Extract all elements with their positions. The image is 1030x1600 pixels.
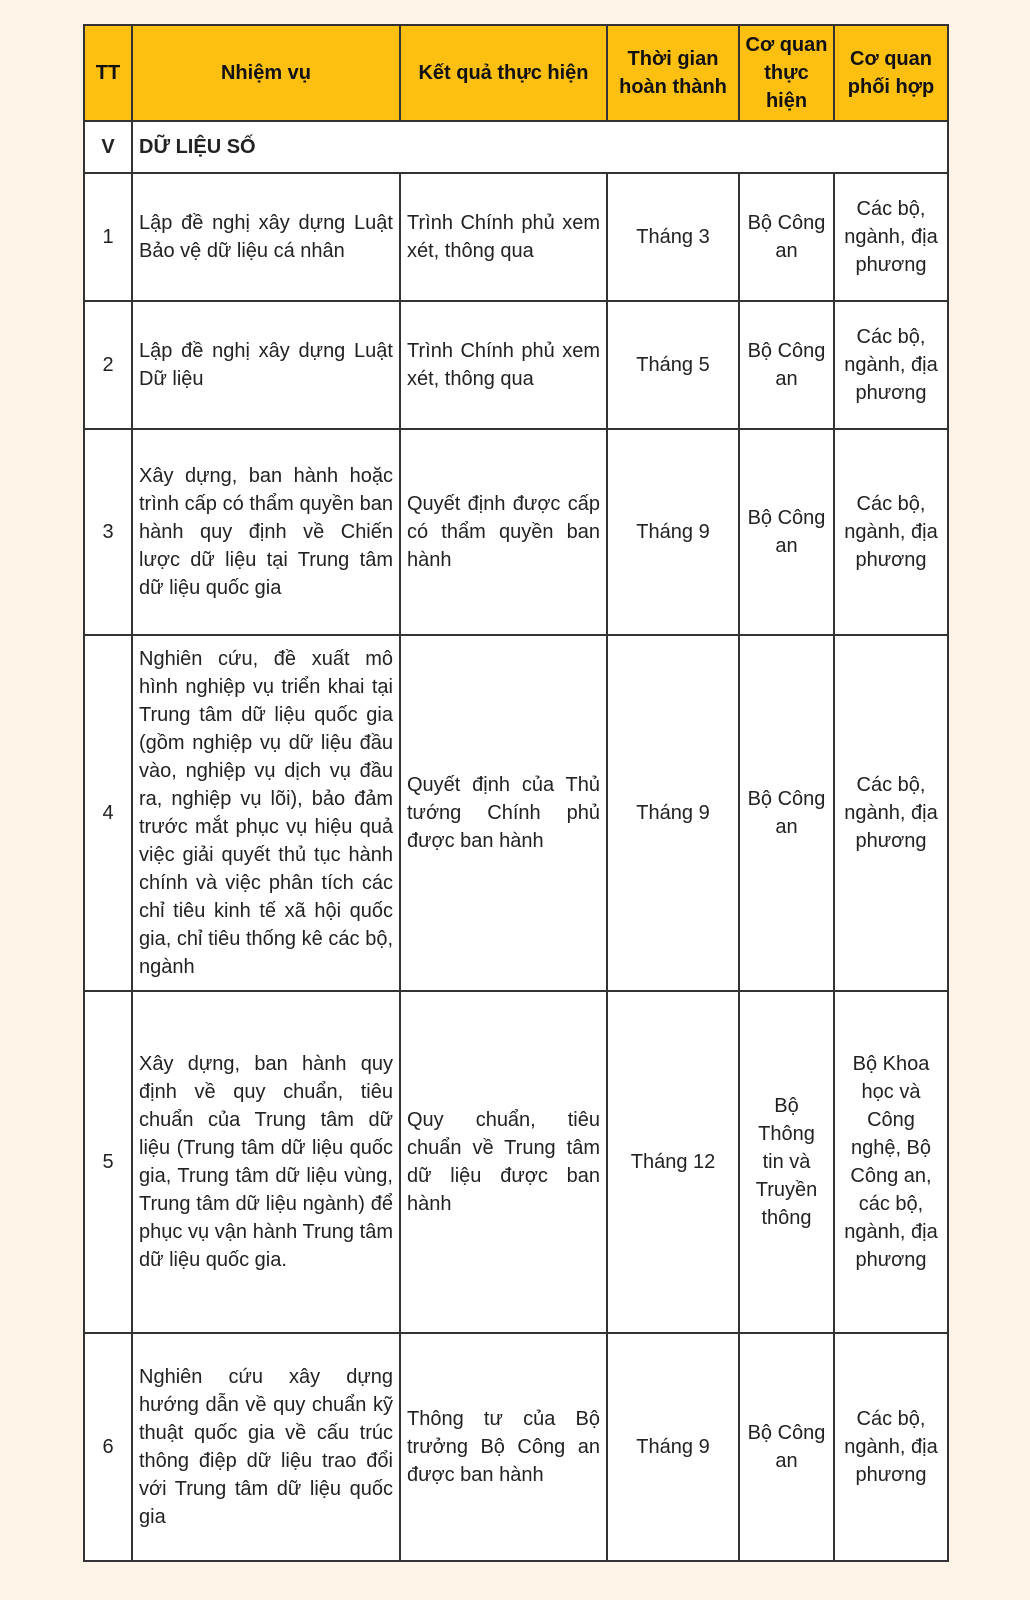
table-body [84, 121, 948, 1561]
row-time: Tháng 9 [607, 429, 739, 635]
task-table [83, 24, 949, 1562]
row-coord: Các bộ, ngành, địa phương [834, 173, 948, 301]
section-title: DỮ LIỆU SỐ [132, 121, 948, 173]
row-task: Lập đề nghị xây dựng Luật Dữ liệu [132, 301, 400, 429]
table-row [84, 1333, 948, 1561]
row-coord: Các bộ, ngành, địa phương [834, 429, 948, 635]
row-owner: Bộ Công an [739, 173, 834, 301]
table-row [84, 301, 948, 429]
row-time: Tháng 12 [607, 991, 739, 1333]
header-coord: Cơ quan phối hợp [834, 25, 948, 121]
header-task: Nhiệm vụ [132, 25, 400, 121]
table-row [84, 429, 948, 635]
row-task: Nghiên cứu, đề xuất mô hình nghiệp vụ triển khai tại Trung tâm dữ liệu quốc gia (gồm nghiệp vụ dữ liệu đầu vào, nghiệp vụ dịch vụ đầu ra, nghiệp vụ lõi), bảo đảm trước mắt phục vụ hiệu quả việc giải quyết thủ tục hành chính và việc phân tích các chỉ tiêu kinh tế xã hội quốc gia, chỉ tiêu thống kê các bộ, ngành [132, 635, 400, 991]
row-task: Nghiên cứu xây dựng hướng dẫn về quy chuẩn kỹ thuật quốc gia về cấu trúc thông điệp dữ liệu trao đổi với Trung tâm dữ liệu quốc gia [132, 1333, 400, 1561]
row-owner: Bộ Công an [739, 429, 834, 635]
table-row [84, 173, 948, 301]
row-time: Tháng 3 [607, 173, 739, 301]
row-coord: Các bộ, ngành, địa phương [834, 1333, 948, 1561]
document-page [83, 24, 947, 1562]
row-coord: Các bộ, ngành, địa phương [834, 635, 948, 991]
row-result: Quy chuẩn, tiêu chuẩn về Trung tâm dữ liệu được ban hành [400, 991, 607, 1333]
row-owner: Bộ Thông tin và Truyền thông [739, 991, 834, 1333]
row-tt: 5 [84, 991, 132, 1333]
row-result: Thông tư của Bộ trưởng Bộ Công an được ban hành [400, 1333, 607, 1561]
row-coord: Các bộ, ngành, địa phương [834, 301, 948, 429]
header-owner: Cơ quan thực hiện [739, 25, 834, 121]
row-coord: Bộ Khoa học và Công nghệ, Bộ Công an, các bộ, ngành, địa phương [834, 991, 948, 1333]
row-result: Quyết định được cấp có thẩm quyền ban hành [400, 429, 607, 635]
row-result: Quyết định của Thủ tướng Chính phủ được ban hành [400, 635, 607, 991]
row-task: Xây dựng, ban hành hoặc trình cấp có thẩm quyền ban hành quy định về Chiến lược dữ liệu tại Trung tâm dữ liệu quốc gia [132, 429, 400, 635]
row-owner: Bộ Công an [739, 301, 834, 429]
row-time: Tháng 9 [607, 1333, 739, 1561]
row-task: Xây dựng, ban hành quy định về quy chuẩn, tiêu chuẩn của Trung tâm dữ liệu (Trung tâm dữ liệu quốc gia, Trung tâm dữ liệu vùng, Trung tâm dữ liệu ngành) để phục vụ vận hành Trung tâm dữ liệu quốc gia. [132, 991, 400, 1333]
row-tt: 1 [84, 173, 132, 301]
table-row [84, 635, 948, 991]
header-time: Thời gian hoàn thành [607, 25, 739, 121]
row-tt: 3 [84, 429, 132, 635]
row-tt: 4 [84, 635, 132, 991]
header-row [84, 25, 948, 121]
row-result: Trình Chính phủ xem xét, thông qua [400, 301, 607, 429]
table-header [84, 25, 948, 121]
section-number: V [84, 121, 132, 173]
row-task: Lập đề nghị xây dựng Luật Bảo vệ dữ liệu cá nhân [132, 173, 400, 301]
table-row [84, 991, 948, 1333]
header-result: Kết quả thực hiện [400, 25, 607, 121]
row-owner: Bộ Công an [739, 635, 834, 991]
row-owner: Bộ Công an [739, 1333, 834, 1561]
row-tt: 6 [84, 1333, 132, 1561]
row-time: Tháng 5 [607, 301, 739, 429]
row-tt: 2 [84, 301, 132, 429]
row-result: Trình Chính phủ xem xét, thông qua [400, 173, 607, 301]
header-tt: TT [84, 25, 132, 121]
section-row [84, 121, 948, 173]
row-time: Tháng 9 [607, 635, 739, 991]
